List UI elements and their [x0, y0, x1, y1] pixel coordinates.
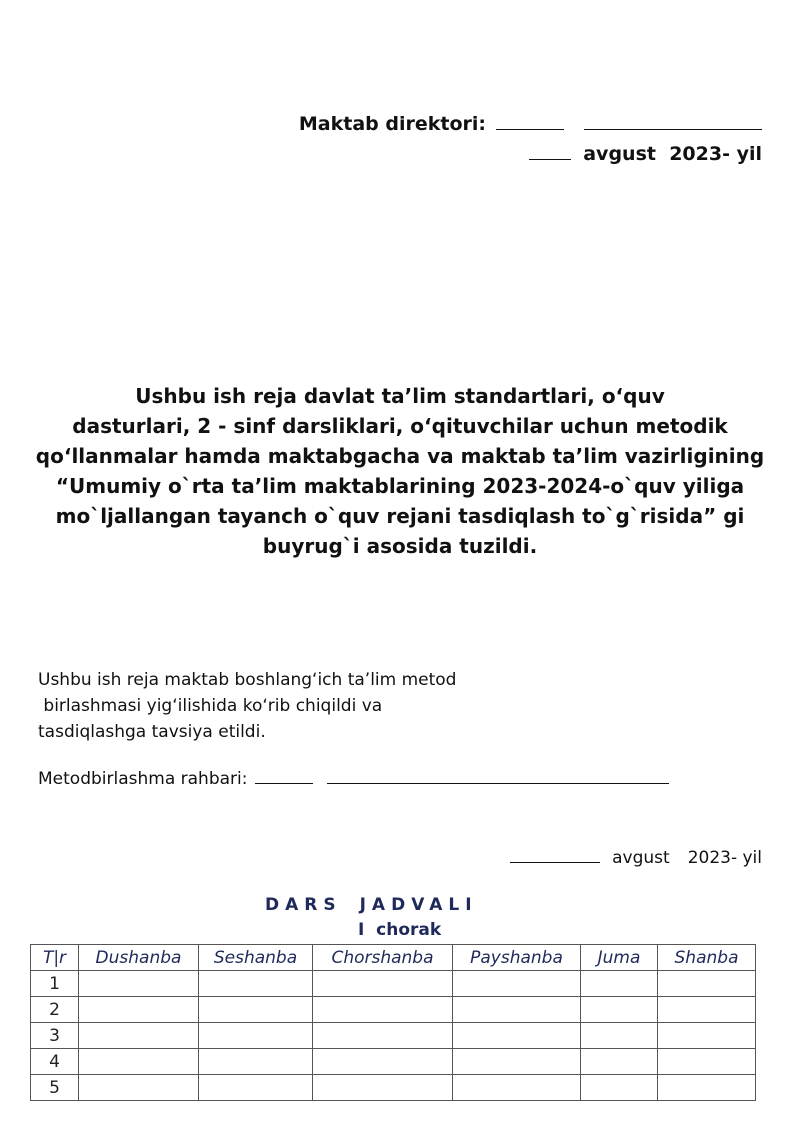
- header-cell-tuesday: Seshanba: [199, 945, 313, 971]
- plan-description-line: Ushbu ish reja davlat ta’lim standartlari, o‘quv: [135, 384, 665, 408]
- approval-date-bottom: [510, 848, 762, 868]
- header-cell-number: T|r: [31, 945, 79, 971]
- table-cell: [313, 997, 453, 1023]
- director-signature-blank: [496, 129, 564, 130]
- table-row: [31, 1023, 756, 1049]
- schedule-title: [265, 895, 478, 915]
- year-top: 2023- yil: [669, 143, 762, 165]
- plan-description: [30, 381, 770, 561]
- table-cell: [453, 1023, 581, 1049]
- table-cell: [199, 1049, 313, 1075]
- table-cell: [453, 971, 581, 997]
- table-row: [31, 1049, 756, 1075]
- table-cell: [658, 971, 756, 997]
- row-number: 4: [31, 1049, 79, 1075]
- header-cell-thursday: Payshanba: [453, 945, 581, 971]
- table-cell: [658, 1075, 756, 1101]
- table-cell: [453, 997, 581, 1023]
- method-note-line: Ushbu ish reja maktab boshlang‘ich ta’lim metod: [38, 670, 457, 690]
- day-blank-top: [529, 159, 571, 160]
- table-cell: [79, 1023, 199, 1049]
- day-blank-bottom: [510, 862, 600, 863]
- table-cell: [453, 1049, 581, 1075]
- table-row: [31, 997, 756, 1023]
- plan-description-line: dasturlari, 2 - sinf darsliklari, o‘qituvchilar uchun metodik: [72, 414, 728, 438]
- table-cell: [313, 1075, 453, 1101]
- plan-description-line: qo‘llanmalar hamda maktabgacha va maktab ta’lim vazirligining: [35, 444, 765, 468]
- table-cell: [79, 971, 199, 997]
- table-cell: [658, 1049, 756, 1075]
- table-cell: [79, 1049, 199, 1075]
- approval-date-top: [529, 143, 762, 165]
- table-cell: [658, 1023, 756, 1049]
- header-cell-friday: Juma: [581, 945, 658, 971]
- method-head-label: Metodbirlashma rahbari:: [38, 769, 248, 789]
- header-cell-saturday: Shanba: [658, 945, 756, 971]
- table-row: [31, 1075, 756, 1101]
- year-bottom: 2023- yil: [687, 848, 762, 868]
- method-head-name-blank: [327, 783, 669, 784]
- table-cell: [453, 1075, 581, 1101]
- director-label: Maktab direktori:: [298, 113, 486, 135]
- table-row: [31, 971, 756, 997]
- row-number: 5: [31, 1075, 79, 1101]
- method-association-note: [38, 667, 456, 745]
- table-cell: [581, 997, 658, 1023]
- plan-description-line: mo`ljallangan tayanch o`quv rejani tasdiqlash to`g`risida” gi: [55, 504, 745, 528]
- table-cell: [79, 1075, 199, 1101]
- method-head-signature-line: [38, 769, 669, 789]
- method-note-line: tasdiqlashga tavsiya etildi.: [38, 722, 266, 742]
- row-number: 1: [31, 971, 79, 997]
- director-name-blank: [584, 129, 762, 130]
- table-cell: [199, 971, 313, 997]
- month-top: avgust: [583, 143, 656, 165]
- month-bottom: avgust: [612, 848, 670, 868]
- table-cell: [313, 1049, 453, 1075]
- table-cell: [658, 997, 756, 1023]
- table-cell: [581, 1075, 658, 1101]
- header-cell-monday: Dushanba: [79, 945, 199, 971]
- table-cell: [199, 1023, 313, 1049]
- row-number: 2: [31, 997, 79, 1023]
- lesson-schedule-table: [30, 944, 756, 1101]
- table-cell: [199, 1075, 313, 1101]
- method-head-signature-blank: [255, 783, 313, 784]
- table-cell: [313, 1023, 453, 1049]
- method-note-line: birlashmasi yig‘ilishida ko‘rib chiqildi va: [38, 696, 383, 716]
- plan-description-line: buyrug`i asosida tuzildi.: [262, 534, 538, 558]
- table-cell: [581, 1023, 658, 1049]
- schedule-title-word: JADVALI: [359, 895, 478, 915]
- table-cell: [79, 997, 199, 1023]
- row-number: 3: [31, 1023, 79, 1049]
- table-header-row: [31, 945, 756, 971]
- director-signature-line: [299, 113, 762, 135]
- quarter-label: I chorak: [358, 920, 442, 940]
- schedule-title-word: DARS: [265, 895, 342, 915]
- plan-description-line: “Umumiy o`rta ta’lim maktablarining 2023-2024-o`quv yiliga: [55, 474, 745, 498]
- table-cell: [581, 1049, 658, 1075]
- header-cell-wednesday: Chorshanba: [313, 945, 453, 971]
- table-cell: [199, 997, 313, 1023]
- table-cell: [581, 971, 658, 997]
- table-cell: [313, 971, 453, 997]
